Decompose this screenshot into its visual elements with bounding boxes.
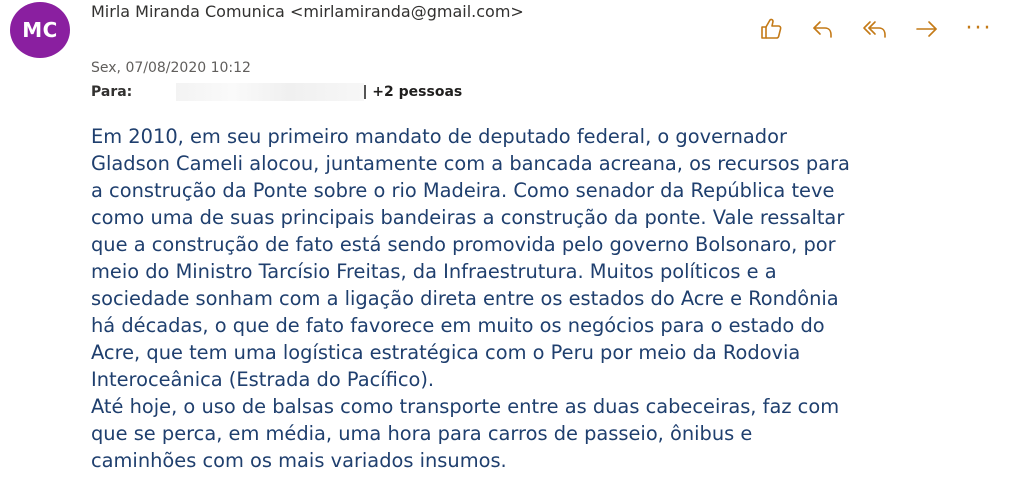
sender-name[interactable]: Mirla Miranda Comunica <mirlamiranda@gmail.com> [91,2,524,21]
redacted-recipient [176,83,364,101]
message-body [91,123,991,474]
avatar[interactable] [10,2,70,58]
body-paragraph-1: Em 2010, em seu primeiro mandato de deputado federal, o governador Gladson Cameli alocou, juntamente com a bancada acreana, os recursos para a construção da Ponte sobre o rio Madeira. Como senador da República teve como uma de suas principais bandeiras a construção da ponte. Vale ressaltar que a construção de fato está sendo promovida pelo governo Bolsonaro, por meio do Ministro Tarcísio Freitas, da Infraestrutura. Muitos políticos e a sociedade sonham com a ligação direta entre os estados do Acre e Rondônia há décadas, o que de fato favorece em muito os negócios para o estado do Acre, que tem uma logística estratégica com o Peru por meio da Rodovia Interoceânica (Estrada do Pacífico). [91,125,850,391]
reply-icon [810,16,836,42]
recipients-row [91,82,462,102]
message-toolbar [745,12,1005,46]
more-recipients-link[interactable]: +2 pessoas [372,84,463,100]
reply-all-button[interactable] [849,12,901,46]
reply-all-icon [861,16,889,42]
sent-date: Sex, 07/08/2020 10:12 [91,60,251,76]
body-paragraph-2: Até hoje, o uso de balsas como transporte entre as duas cabeceiras, faz com que se perca, em média, uma hora para carros de passeio, ônibus e caminhões com os mais variados insumos. [91,395,840,472]
avatar-initials: MC [22,18,58,42]
forward-button[interactable] [901,12,953,46]
reply-button[interactable] [797,12,849,46]
to-label: Para: [91,84,133,100]
like-button[interactable] [745,12,797,46]
more-actions-icon: ··· [965,16,993,41]
thumbs-up-icon [758,16,784,42]
more-actions-button[interactable] [953,12,1005,46]
forward-icon [914,16,940,42]
